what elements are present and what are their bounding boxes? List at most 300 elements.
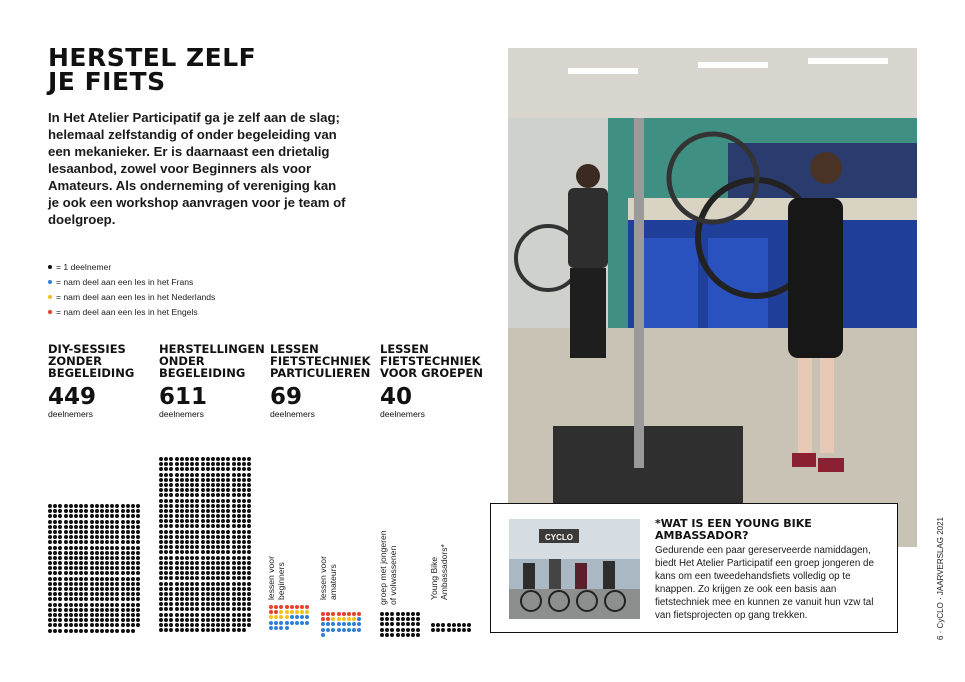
participant-dot bbox=[126, 608, 130, 612]
participant-dot bbox=[74, 556, 78, 560]
participant-dot bbox=[206, 478, 210, 482]
participant-dot bbox=[64, 623, 68, 627]
participant-dot bbox=[211, 540, 215, 544]
participant-dot bbox=[232, 587, 236, 591]
participant-dot bbox=[100, 556, 104, 560]
participant-dot bbox=[95, 551, 99, 555]
stat-label: HERSTELLINGEN ONDER BEGELEIDING bbox=[159, 342, 265, 380]
participant-dot bbox=[232, 550, 236, 554]
participant-dot bbox=[115, 520, 119, 524]
participant-dot bbox=[390, 617, 394, 621]
participant-dot bbox=[74, 561, 78, 565]
participant-dot bbox=[121, 535, 125, 539]
participant-dot bbox=[48, 582, 52, 586]
participant-dot bbox=[69, 551, 73, 555]
participant-dot bbox=[180, 576, 184, 580]
participant-dot bbox=[206, 488, 210, 492]
participant-dot bbox=[110, 597, 114, 601]
participant-dot bbox=[131, 530, 135, 534]
participant-dot bbox=[237, 514, 241, 518]
participant-dot bbox=[226, 607, 230, 611]
participant-dot bbox=[53, 566, 57, 570]
participant-dot bbox=[64, 613, 68, 617]
participant-dot bbox=[190, 571, 194, 575]
participant-dot bbox=[175, 576, 179, 580]
participant-dot bbox=[185, 530, 189, 534]
participant-dot bbox=[211, 478, 215, 482]
participant-dot bbox=[206, 550, 210, 554]
participant-dot bbox=[237, 607, 241, 611]
participant-dot bbox=[195, 545, 199, 549]
participant-dot bbox=[185, 524, 189, 528]
label-amateurs bbox=[318, 556, 338, 600]
participant-dot bbox=[74, 592, 78, 596]
participant-dot bbox=[175, 483, 179, 487]
participant-dot bbox=[285, 615, 289, 619]
participant-dot bbox=[237, 587, 241, 591]
participant-dot bbox=[211, 576, 215, 580]
participant-dot bbox=[164, 473, 168, 477]
participant-dot bbox=[105, 629, 109, 633]
participant-dot bbox=[131, 566, 135, 570]
participant-dot bbox=[237, 571, 241, 575]
participant-dot bbox=[131, 592, 135, 596]
participant-dot bbox=[58, 618, 62, 622]
participant-dot bbox=[190, 514, 194, 518]
participant-dot bbox=[247, 582, 251, 586]
participant-dot bbox=[185, 504, 189, 508]
participant-dot bbox=[185, 628, 189, 632]
participant-dot bbox=[221, 519, 225, 523]
participant-dot bbox=[195, 602, 199, 606]
participant-dot bbox=[48, 561, 52, 565]
participant-dot bbox=[237, 561, 241, 565]
participant-dot bbox=[105, 561, 109, 565]
participant-dot bbox=[211, 613, 215, 617]
participant-dot bbox=[84, 629, 88, 633]
participant-dot bbox=[159, 587, 163, 591]
participant-dot bbox=[242, 592, 246, 596]
participant-dot bbox=[95, 587, 99, 591]
participant-dot bbox=[221, 623, 225, 627]
participant-dot bbox=[110, 535, 114, 539]
participant-dot bbox=[201, 587, 205, 591]
participant-dot bbox=[169, 597, 173, 601]
participant-dot bbox=[159, 530, 163, 534]
participant-dot bbox=[195, 613, 199, 617]
participant-dot bbox=[69, 582, 73, 586]
participant-dot bbox=[190, 556, 194, 560]
participant-dot bbox=[136, 571, 140, 575]
participant-dot bbox=[175, 602, 179, 606]
participant-dot bbox=[169, 556, 173, 560]
participant-dot bbox=[74, 546, 78, 550]
participant-dot bbox=[164, 483, 168, 487]
participant-dot bbox=[185, 457, 189, 461]
participant-dot bbox=[211, 483, 215, 487]
participant-dot bbox=[74, 618, 78, 622]
participant-dot bbox=[237, 499, 241, 503]
stat-unit: deelnemers bbox=[270, 409, 315, 419]
participant-dot bbox=[206, 561, 210, 565]
participant-dot bbox=[226, 488, 230, 492]
participant-dot bbox=[206, 587, 210, 591]
participant-dot bbox=[48, 597, 52, 601]
participant-dot bbox=[447, 623, 451, 627]
participant-dot bbox=[115, 546, 119, 550]
participant-dot bbox=[216, 576, 220, 580]
participant-dot bbox=[226, 623, 230, 627]
participant-dot bbox=[180, 602, 184, 606]
participant-dot bbox=[279, 626, 283, 630]
participant-dot bbox=[321, 612, 325, 616]
participant-dot bbox=[175, 519, 179, 523]
participant-dot bbox=[175, 587, 179, 591]
participant-dot bbox=[84, 566, 88, 570]
participant-dot bbox=[79, 618, 83, 622]
participant-dot bbox=[159, 514, 163, 518]
participant-dot bbox=[232, 462, 236, 466]
participant-dot bbox=[175, 535, 179, 539]
participant-dot bbox=[180, 493, 184, 497]
participant-dot bbox=[232, 623, 236, 627]
participant-dot bbox=[100, 535, 104, 539]
participant-dot bbox=[342, 622, 346, 626]
participant-dot bbox=[48, 551, 52, 555]
participant-dot bbox=[121, 597, 125, 601]
participant-dot bbox=[195, 592, 199, 596]
participant-dot bbox=[159, 623, 163, 627]
participant-dot bbox=[195, 504, 199, 508]
participant-dot bbox=[216, 524, 220, 528]
participant-dot bbox=[295, 615, 299, 619]
participant-dot bbox=[100, 546, 104, 550]
participant-dot bbox=[247, 504, 251, 508]
participant-dot bbox=[226, 457, 230, 461]
participant-dot bbox=[95, 603, 99, 607]
participant-dot bbox=[190, 607, 194, 611]
participant-dot bbox=[347, 628, 351, 632]
participant-dot bbox=[300, 610, 304, 614]
workshop-photo-illustration bbox=[508, 48, 917, 547]
participant-dot bbox=[269, 621, 273, 625]
participant-dot bbox=[131, 608, 135, 612]
participant-dot bbox=[237, 483, 241, 487]
participant-dot bbox=[136, 509, 140, 513]
participant-dot bbox=[74, 597, 78, 601]
participant-dot bbox=[206, 607, 210, 611]
participant-dot bbox=[110, 618, 114, 622]
participant-dot bbox=[90, 540, 94, 544]
participant-dot bbox=[242, 628, 246, 632]
participant-dot bbox=[221, 545, 225, 549]
participant-dot bbox=[164, 566, 168, 570]
participant-dot bbox=[201, 499, 205, 503]
legend-text: = nam deel aan een les in het Frans bbox=[56, 276, 194, 287]
participant-dot bbox=[175, 493, 179, 497]
participant-dot bbox=[232, 488, 236, 492]
participant-dot bbox=[206, 623, 210, 627]
participant-dot bbox=[226, 545, 230, 549]
participant-dot bbox=[180, 623, 184, 627]
participant-dot bbox=[69, 556, 73, 560]
participant-dot bbox=[126, 582, 130, 586]
participant-dot bbox=[232, 592, 236, 596]
participant-dot bbox=[416, 612, 420, 616]
participant-dot bbox=[180, 571, 184, 575]
participant-dot bbox=[64, 514, 68, 518]
participant-dot bbox=[110, 629, 114, 633]
participant-dot bbox=[226, 467, 230, 471]
participant-dot bbox=[105, 597, 109, 601]
participant-dot bbox=[232, 519, 236, 523]
participant-dot bbox=[237, 462, 241, 466]
participant-dot bbox=[226, 504, 230, 508]
participant-dot bbox=[105, 546, 109, 550]
participant-dot bbox=[242, 597, 246, 601]
participant-dot bbox=[337, 617, 341, 621]
stat-unit: deelnemers bbox=[159, 409, 204, 419]
participant-dot bbox=[279, 615, 283, 619]
participant-dot bbox=[242, 457, 246, 461]
participant-dot bbox=[247, 571, 251, 575]
participant-dot bbox=[237, 613, 241, 617]
participant-dot bbox=[79, 556, 83, 560]
participant-dot bbox=[221, 457, 225, 461]
participant-dot bbox=[274, 605, 278, 609]
participant-dot bbox=[216, 535, 220, 539]
participant-dot bbox=[121, 520, 125, 524]
participant-dot bbox=[53, 613, 57, 617]
participant-dot bbox=[201, 504, 205, 508]
participant-dot bbox=[226, 566, 230, 570]
participant-dot bbox=[175, 628, 179, 632]
participant-dot bbox=[100, 587, 104, 591]
participant-dot bbox=[226, 524, 230, 528]
participant-dot bbox=[352, 612, 356, 616]
participant-dot bbox=[126, 520, 130, 524]
participant-dot bbox=[216, 602, 220, 606]
participant-dot bbox=[206, 524, 210, 528]
participant-dot bbox=[159, 483, 163, 487]
participant-dot bbox=[195, 566, 199, 570]
participant-dot bbox=[247, 607, 251, 611]
participant-dot bbox=[226, 499, 230, 503]
participant-dot bbox=[226, 519, 230, 523]
participant-dot bbox=[295, 605, 299, 609]
participant-dot bbox=[136, 546, 140, 550]
participant-dot bbox=[58, 566, 62, 570]
participant-dot bbox=[180, 597, 184, 601]
participant-dot bbox=[195, 582, 199, 586]
participant-dot bbox=[164, 623, 168, 627]
participant-dot bbox=[195, 524, 199, 528]
participant-dot bbox=[247, 509, 251, 513]
participant-dot bbox=[48, 592, 52, 596]
participant-dot bbox=[175, 566, 179, 570]
participant-dot bbox=[84, 597, 88, 601]
participant-dot bbox=[169, 483, 173, 487]
participant-dot bbox=[195, 530, 199, 534]
participant-dot bbox=[211, 488, 215, 492]
participant-dot bbox=[164, 535, 168, 539]
participant-dot bbox=[211, 550, 215, 554]
participant-dot bbox=[232, 499, 236, 503]
stat-value: 69 bbox=[270, 384, 303, 410]
participant-dot bbox=[126, 592, 130, 596]
participant-dot bbox=[79, 509, 83, 513]
participant-dot bbox=[169, 530, 173, 534]
participant-dot bbox=[211, 535, 215, 539]
participant-dot bbox=[195, 623, 199, 627]
participant-dot bbox=[216, 566, 220, 570]
participant-dot bbox=[110, 603, 114, 607]
participant-dot bbox=[95, 597, 99, 601]
participant-dot bbox=[247, 473, 251, 477]
participant-dot bbox=[164, 582, 168, 586]
participant-dot bbox=[115, 571, 119, 575]
participant-dot bbox=[100, 520, 104, 524]
participant-dot bbox=[467, 623, 471, 627]
participant-dot bbox=[321, 633, 325, 637]
participant-dot bbox=[206, 602, 210, 606]
participant-dot bbox=[69, 520, 73, 524]
participant-dot bbox=[242, 556, 246, 560]
participant-dot bbox=[74, 530, 78, 534]
participant-dot bbox=[237, 623, 241, 627]
participant-dot bbox=[201, 618, 205, 622]
participant-dot bbox=[131, 556, 135, 560]
participant-dot bbox=[69, 514, 73, 518]
participant-dot bbox=[190, 462, 194, 466]
participant-dot bbox=[242, 530, 246, 534]
participant-dot bbox=[159, 524, 163, 528]
participant-dot bbox=[64, 608, 68, 612]
participant-dot bbox=[357, 617, 361, 621]
participant-dot bbox=[237, 618, 241, 622]
participant-dot bbox=[385, 622, 389, 626]
stat-value: 449 bbox=[48, 384, 97, 410]
participant-dot bbox=[206, 499, 210, 503]
participant-dot bbox=[242, 514, 246, 518]
participant-dot bbox=[159, 602, 163, 606]
participant-dot bbox=[201, 493, 205, 497]
participant-dot bbox=[232, 478, 236, 482]
participant-dot bbox=[169, 602, 173, 606]
participant-dot bbox=[211, 582, 215, 586]
participant-dot bbox=[242, 545, 246, 549]
participant-dot bbox=[190, 618, 194, 622]
participant-dot bbox=[58, 551, 62, 555]
participant-dot bbox=[221, 478, 225, 482]
participant-dot bbox=[164, 493, 168, 497]
participant-dot bbox=[131, 514, 135, 518]
participant-dot bbox=[159, 561, 163, 565]
participant-dot bbox=[121, 623, 125, 627]
participant-dot bbox=[216, 618, 220, 622]
participant-dot bbox=[169, 592, 173, 596]
dot-grid-repairs bbox=[159, 457, 251, 632]
participant-dot bbox=[232, 571, 236, 575]
participant-dot bbox=[105, 587, 109, 591]
participant-dot bbox=[232, 628, 236, 632]
participant-dot bbox=[180, 550, 184, 554]
participant-dot bbox=[195, 550, 199, 554]
participant-dot bbox=[190, 550, 194, 554]
participant-dot bbox=[180, 540, 184, 544]
participant-dot bbox=[221, 514, 225, 518]
ambassadors-photo-illustration bbox=[509, 519, 640, 619]
participant-dot bbox=[201, 582, 205, 586]
participant-dot bbox=[74, 525, 78, 529]
participant-dot bbox=[206, 493, 210, 497]
participant-dot bbox=[185, 493, 189, 497]
participant-dot bbox=[58, 546, 62, 550]
participant-dot bbox=[64, 592, 68, 596]
participant-dot bbox=[180, 504, 184, 508]
participant-dot bbox=[226, 556, 230, 560]
participant-dot bbox=[169, 519, 173, 523]
participant-dot bbox=[169, 550, 173, 554]
participant-dot bbox=[195, 457, 199, 461]
participant-dot bbox=[90, 571, 94, 575]
participant-dot bbox=[290, 610, 294, 614]
participant-dot bbox=[53, 509, 57, 513]
participant-dot bbox=[121, 546, 125, 550]
participant-dot bbox=[247, 524, 251, 528]
participant-dot bbox=[226, 592, 230, 596]
participant-dot bbox=[48, 618, 52, 622]
participant-dot bbox=[131, 520, 135, 524]
participant-dot bbox=[100, 623, 104, 627]
participant-dot bbox=[159, 504, 163, 508]
participant-dot bbox=[115, 603, 119, 607]
participant-dot bbox=[226, 550, 230, 554]
participant-dot bbox=[195, 509, 199, 513]
participant-dot bbox=[64, 566, 68, 570]
participant-dot bbox=[90, 520, 94, 524]
participant-dot bbox=[169, 566, 173, 570]
participant-dot bbox=[164, 457, 168, 461]
participant-dot bbox=[232, 618, 236, 622]
participant-dot bbox=[216, 488, 220, 492]
participant-dot bbox=[79, 520, 83, 524]
participant-dot bbox=[84, 535, 88, 539]
participant-dot bbox=[74, 566, 78, 570]
participant-dot bbox=[242, 607, 246, 611]
participant-dot bbox=[180, 587, 184, 591]
participant-dot bbox=[175, 592, 179, 596]
participant-dot bbox=[190, 587, 194, 591]
participant-dot bbox=[195, 488, 199, 492]
participant-dot bbox=[48, 514, 52, 518]
participant-dot bbox=[53, 623, 57, 627]
participant-dot bbox=[396, 628, 400, 632]
participant-dot bbox=[232, 613, 236, 617]
participant-dot bbox=[58, 613, 62, 617]
participant-dot bbox=[169, 509, 173, 513]
participant-dot bbox=[190, 592, 194, 596]
participant-dot bbox=[84, 623, 88, 627]
participant-dot bbox=[58, 582, 62, 586]
participant-dot bbox=[185, 613, 189, 617]
participant-dot bbox=[58, 603, 62, 607]
participant-dot bbox=[242, 467, 246, 471]
participant-dot bbox=[201, 457, 205, 461]
participant-dot bbox=[221, 493, 225, 497]
participant-dot bbox=[185, 566, 189, 570]
participant-dot bbox=[69, 509, 73, 513]
